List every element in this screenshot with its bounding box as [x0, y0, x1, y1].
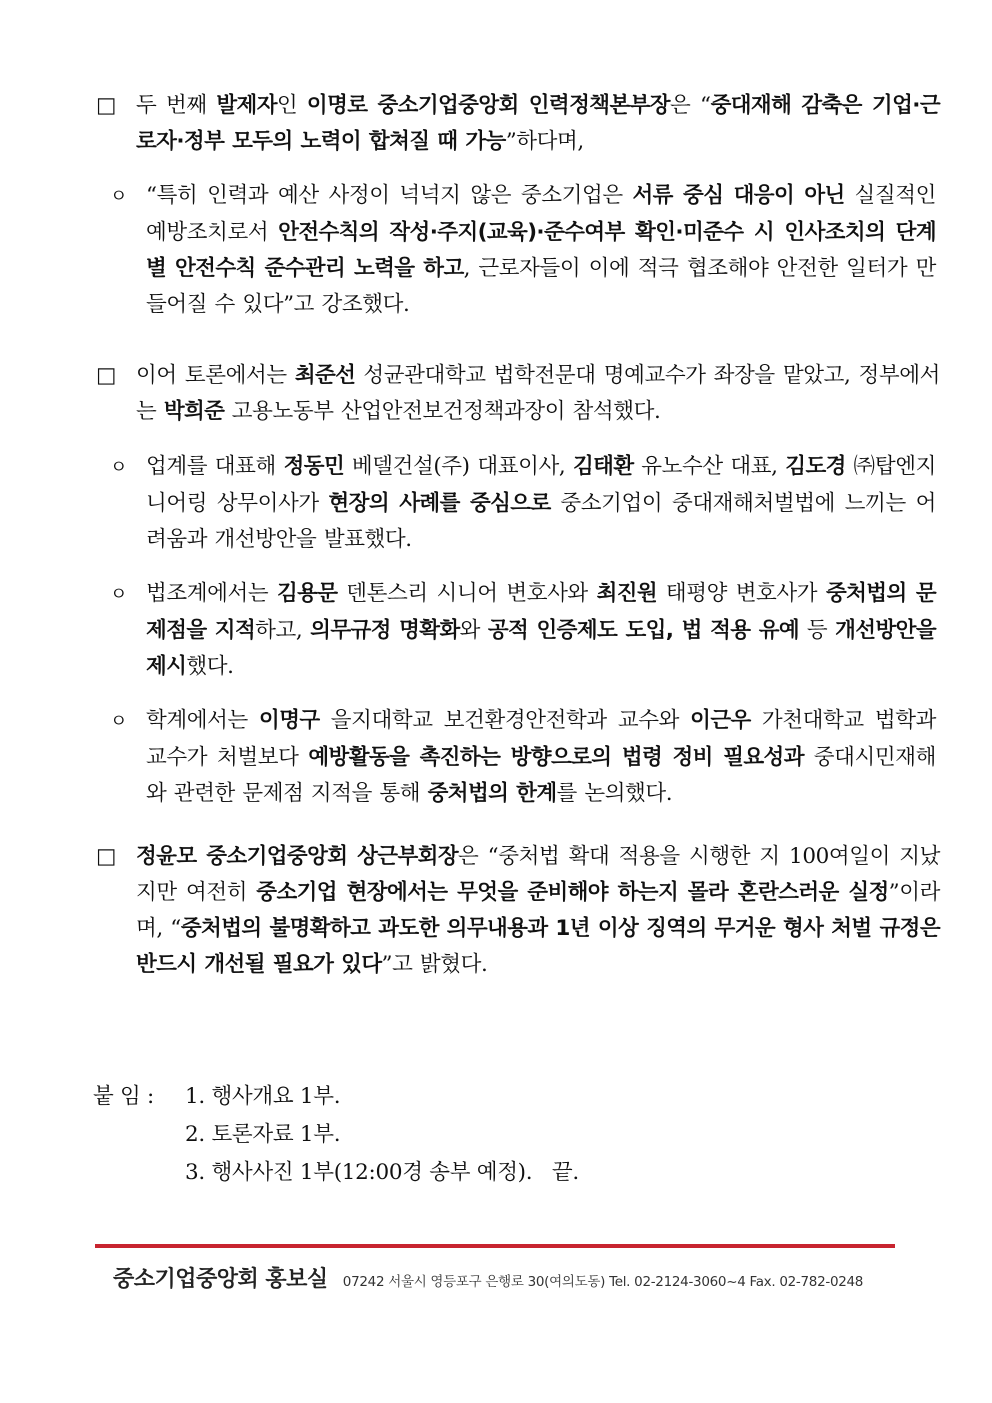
bold-text: 이명구	[259, 708, 320, 733]
bold-text: 공적 인증제도 도입, 법 적용 유예	[487, 618, 800, 643]
paragraph-discussion-intro	[96, 358, 940, 430]
footer-contact-info: 07242 서울시 영등포구 은행로 30(여의도동) Tel. 02-2124-3060~4 Fax. 02-782-0248	[342, 1274, 864, 1290]
body-text: 실질적인 예방조치로서	[146, 183, 936, 245]
body-text: 하고,	[255, 618, 311, 643]
bold-text: 의무규정 명확화	[310, 618, 460, 643]
body-text: 을지대학교 보건환경안전학과 교수와	[319, 708, 691, 733]
bold-text: 중처법의 문제점을 지적	[146, 581, 936, 643]
body-text: ㈜탑엔지니어링 상무이사가	[146, 454, 936, 516]
circle-bullet-icon: ㅇ	[110, 457, 127, 478]
body-text: ”고 밝혔다.	[381, 952, 488, 977]
sub-paragraph-legal	[110, 576, 936, 685]
attachments-block	[93, 1080, 185, 1114]
body-text: 태평양 변호사가	[657, 581, 826, 606]
attachment-item-2: 2. 토론자료 1부.	[185, 1122, 341, 1147]
body-text: “특히 인력과 예산 사정이 넉넉지 않은 중소기업은	[146, 183, 633, 208]
bold-text: 최진원	[596, 581, 658, 606]
body-text: 은 “중처법 확대 적용을 시행한 지 100여일이 지났지만 여전히	[136, 844, 940, 905]
paragraph-presenter-2	[96, 88, 940, 160]
body-text: 고용노동부 산업안전보건정책과장이 참석했다.	[224, 399, 661, 424]
body-text: 업계를 대표해	[146, 454, 284, 479]
paragraph-vice-chairman	[96, 839, 940, 983]
body-text: 를 논의했다.	[556, 781, 673, 806]
bold-text: 중처법의 한계	[427, 781, 557, 806]
circle-bullet-icon: ㅇ	[110, 186, 127, 207]
bold-text: 이근우	[690, 708, 751, 733]
sub-paragraph-academia	[110, 703, 936, 812]
bold-text: 김태환	[573, 454, 634, 479]
circle-bullet-icon: ㅇ	[110, 711, 127, 732]
sub-paragraph-industry	[110, 449, 936, 558]
body-text: 덴톤스리 시니어 변호사와	[337, 581, 597, 606]
body-text: 성균관대학교 법학전문대 명예교수가 좌장을 맡았고, 정부에서는	[136, 363, 941, 424]
bold-text: 예방활동을 촉진하는 방향으로의 법령 정비 필요성과	[308, 745, 804, 770]
bold-text: 김용문	[276, 581, 338, 606]
square-bullet-icon: □	[96, 93, 116, 118]
attachment-item-1: 1. 행사개요 1부.	[185, 1084, 341, 1109]
body-text: 이어 토론에서는	[136, 363, 295, 388]
bold-text: 현장의 사례를 중심으로	[328, 491, 551, 516]
body-text: 유노수산 대표,	[633, 454, 786, 479]
bold-text: 중대재해 감축은 기업·근로자·정부 모두의 노력이 합쳐질 때 가능	[136, 93, 940, 154]
bold-text: 최준선	[294, 363, 356, 388]
body-text: 중대시민재해와 관련한 문제점 지적을 통해	[146, 745, 936, 806]
body-text: 은 “	[669, 93, 711, 118]
square-bullet-icon: □	[96, 363, 116, 388]
body-text: 했다.	[186, 654, 234, 679]
sub-paragraph-presenter-quote	[110, 178, 936, 323]
bold-text: 중소기업 현장에서는 무엇을 준비해야 하는지 몰라 혼란스러운 실정	[256, 880, 889, 905]
bold-text: 발제자	[216, 93, 277, 118]
body-text: 가천대학교 법학과 교수가 처벌보다	[146, 708, 936, 770]
bold-text: 김도경	[785, 454, 846, 479]
bold-text: 정동민	[283, 454, 345, 479]
body-text: 와	[459, 618, 488, 643]
body-text: , 근로자들이 이에 적극 협조해야 안전한 일터가 만들어질 수 있다”고 강조했다.	[146, 256, 936, 317]
circle-bullet-icon: ㅇ	[110, 584, 127, 605]
bold-text: 개선방안을 제시	[146, 618, 936, 679]
body-text: 등	[799, 618, 836, 643]
body-text: 인	[276, 93, 307, 118]
bold-text: 중처법의 불명확하고 과도한 의무내용과 1년 이상 징역의 무거운 형사 처벌 규정은 반드시 개선될 필요가 있다	[136, 916, 940, 977]
body-text: ”이라며, “	[136, 880, 941, 941]
square-bullet-icon: □	[96, 844, 116, 869]
body-text: 법조계에서는	[146, 581, 277, 606]
body-text: 베델건설(주) 대표이사,	[344, 454, 573, 479]
footer-divider	[95, 1244, 895, 1248]
body-text: 학계에서는	[146, 708, 260, 733]
bold-text: 이명로 중소기업중앙회 인력정책본부장	[306, 93, 670, 118]
bold-text: 안전수칙의 작성·주지(교육)·준수여부 확인·미준수 시 인사조치의 단계별 안전수칙 준수관리 노력을 하고	[146, 220, 936, 281]
bold-text: 서류 중심 대응이 아닌	[632, 183, 845, 208]
attachments-label: 붙 임 :	[93, 1084, 154, 1109]
bold-text: 정윤모 중소기업중앙회 상근부회장	[136, 844, 458, 869]
footer	[113, 1262, 863, 1293]
attachment-item-3: 3. 행사사진 1부(12:00경 송부 예정). 끝.	[185, 1160, 579, 1185]
body-text: ”하다며,	[505, 129, 584, 154]
body-text: 중소기업이 중대재해처벌법에 느끼는 어려움과 개선방안을 발표했다.	[146, 491, 936, 552]
body-text: 두 번째	[136, 93, 217, 118]
bold-text: 박희준	[163, 399, 225, 424]
footer-org: 중소기업중앙회 홍보실	[113, 1267, 328, 1292]
